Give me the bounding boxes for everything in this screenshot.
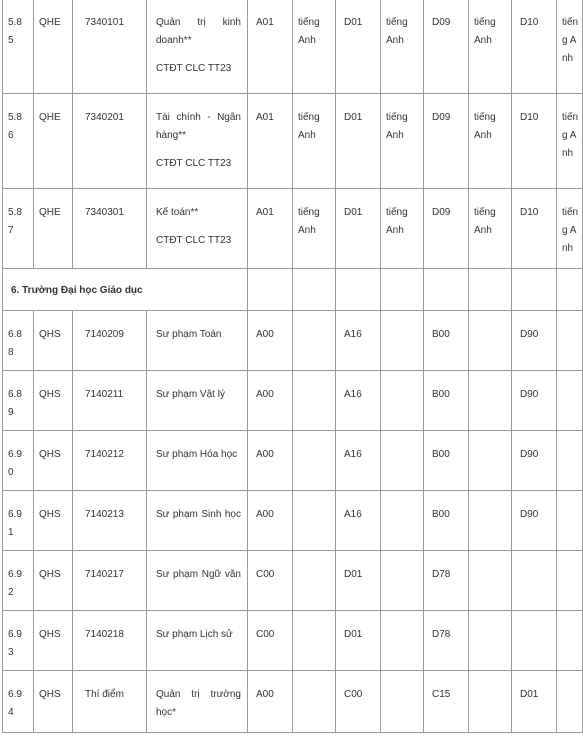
cell-combo-4 [512,611,557,671]
empty-cell [293,671,336,733]
cell-combo-2: A16 [336,491,381,551]
program-note: CTĐT CLC TT23 [156,63,232,74]
empty-cell [293,491,336,551]
empty-cell [557,371,583,431]
cell-subject-1: tiếng Anh [293,94,336,189]
cell-combo-3: D78 [424,611,469,671]
cell-major-code: 7340301 [73,189,147,269]
empty-cell [557,611,583,671]
cell-school-code: QHS [34,311,73,371]
empty-cell [557,671,583,733]
cell-subject-1: tiếng Anh [293,0,336,94]
cell-major-name [147,0,248,94]
cell-school-code: QHE [34,94,73,189]
cell-subject-4: tiếng Anh [557,0,583,94]
table-row [3,0,583,94]
empty-cell [557,491,583,551]
cell-combo-3: D78 [424,551,469,611]
empty-cell [469,371,512,431]
cell-major-name: Sư phạm Lịch sử [147,611,248,671]
empty-cell [469,431,512,491]
cell-stt: 6.9 2 [3,551,34,611]
cell-combo-2: A16 [336,371,381,431]
empty-cell [557,269,583,311]
table-row [3,371,583,431]
cell-combo-4: D90 [512,311,557,371]
cell-major-code: 7140218 [73,611,147,671]
cell-school-code: QHS [34,371,73,431]
cell-major-name [147,189,248,269]
cell-combo-1: C00 [248,611,293,671]
cell-combo-4: D90 [512,491,557,551]
cell-combo-1: C00 [248,551,293,611]
cell-stt: 6.8 9 [3,371,34,431]
major-name-text: Quản trị kinh doanh** [156,17,241,46]
empty-cell [469,311,512,371]
table-row [3,671,583,733]
cell-combo-4: D01 [512,671,557,733]
cell-combo-3: B00 [424,311,469,371]
cell-combo-1: A00 [248,491,293,551]
cell-combo-3: D09 [424,189,469,269]
cell-school-code: QHS [34,551,73,611]
cell-stt: 5.8 6 [3,94,34,189]
empty-cell [424,269,469,311]
cell-major-code: 7140212 [73,431,147,491]
empty-cell [469,611,512,671]
cell-major-code: 7140211 [73,371,147,431]
empty-cell [248,269,293,311]
table-row [3,189,583,269]
cell-subject-2: tiếng Anh [381,189,424,269]
table-row [3,491,583,551]
table-row [3,611,583,671]
cell-subject-3: tiếng Anh [469,94,512,189]
cell-combo-3: B00 [424,491,469,551]
table-row [3,551,583,611]
cell-major-name [147,671,248,733]
empty-cell [293,371,336,431]
major-name-text: Sư phạm Ngữ văn [156,569,241,580]
cell-major-code: 7140217 [73,551,147,611]
cell-subject-1: tiếng Anh [293,189,336,269]
cell-major-name: Sư phạm Vật lý [147,371,248,431]
cell-stt: 5.8 5 [3,0,34,94]
cell-combo-4: D10 [512,94,557,189]
empty-cell [469,671,512,733]
cell-major-code: 7140209 [73,311,147,371]
cell-combo-4: D90 [512,431,557,491]
major-name-text: Sư phạm Sinh học [156,509,241,520]
cell-school-code: QHS [34,671,73,733]
empty-cell [557,551,583,611]
cell-combo-4 [512,551,557,611]
empty-cell [512,269,557,311]
cell-major-name [147,94,248,189]
empty-cell [469,269,512,311]
empty-cell [293,611,336,671]
cell-stt: 6.9 4 [3,671,34,733]
table-row [3,431,583,491]
cell-combo-1: A01 [248,0,293,94]
empty-cell [381,431,424,491]
cell-subject-4: tiếng Anh [557,94,583,189]
cell-major-name [147,491,248,551]
program-note: CTĐT CLC TT23 [156,158,232,169]
empty-cell [293,311,336,371]
cell-combo-3: B00 [424,431,469,491]
cell-combo-3: D09 [424,0,469,94]
cell-combo-2: D01 [336,551,381,611]
empty-cell [336,269,381,311]
cell-stt: 6.8 8 [3,311,34,371]
major-name-text: Tài chính - Ngân hàng** [156,112,241,141]
cell-school-code: QHS [34,491,73,551]
empty-cell [381,611,424,671]
empty-cell [381,269,424,311]
cell-combo-1: A01 [248,189,293,269]
major-name-text: Kế toán** [156,207,199,218]
empty-cell [381,371,424,431]
cell-combo-2: D01 [336,189,381,269]
cell-combo-1: A00 [248,671,293,733]
empty-cell [381,311,424,371]
cell-subject-3: tiếng Anh [469,0,512,94]
empty-cell [469,551,512,611]
table-row [3,94,583,189]
cell-combo-1: A01 [248,94,293,189]
cell-stt: 6.9 0 [3,431,34,491]
cell-combo-1: A00 [248,311,293,371]
major-name-text: Quản trị trường học* [156,689,241,718]
cell-major-name: Sư phạm Hóa học [147,431,248,491]
cell-school-code: QHE [34,0,73,94]
cell-major-code: 7340101 [73,0,147,94]
cell-stt: 6.9 3 [3,611,34,671]
cell-school-code: QHE [34,189,73,269]
cell-combo-2: D01 [336,94,381,189]
empty-cell [381,491,424,551]
cell-combo-1: A00 [248,431,293,491]
cell-combo-4: D90 [512,371,557,431]
cell-combo-3: C15 [424,671,469,733]
cell-combo-2: D01 [336,611,381,671]
admission-table [2,0,583,733]
cell-major-code: Thí điểm [73,671,147,733]
cell-school-code: QHS [34,611,73,671]
empty-cell [293,269,336,311]
cell-combo-3: B00 [424,371,469,431]
empty-cell [381,671,424,733]
cell-combo-4: D10 [512,189,557,269]
cell-combo-2: A16 [336,311,381,371]
cell-combo-2: C00 [336,671,381,733]
cell-subject-4: tiếng Anh [557,189,583,269]
cell-combo-1: A00 [248,371,293,431]
empty-cell [557,311,583,371]
empty-cell [293,431,336,491]
cell-combo-3: D09 [424,94,469,189]
cell-subject-3: tiếng Anh [469,189,512,269]
cell-subject-2: tiếng Anh [381,0,424,94]
empty-cell [469,491,512,551]
table-row [3,311,583,371]
cell-combo-2: A16 [336,431,381,491]
cell-major-name [147,551,248,611]
cell-stt: 6.9 1 [3,491,34,551]
cell-major-name: Sư phạm Toán [147,311,248,371]
cell-major-code: 7140213 [73,491,147,551]
section-row [3,269,583,311]
program-note: CTĐT CLC TT23 [156,235,232,246]
empty-cell [557,431,583,491]
empty-cell [381,551,424,611]
cell-combo-2: D01 [336,0,381,94]
empty-cell [293,551,336,611]
cell-school-code: QHS [34,431,73,491]
cell-stt: 5.8 7 [3,189,34,269]
section-title: 6. Trường Đại học Giáo dục [3,269,248,311]
cell-subject-2: tiếng Anh [381,94,424,189]
cell-combo-4: D10 [512,0,557,94]
cell-major-code: 7340201 [73,94,147,189]
